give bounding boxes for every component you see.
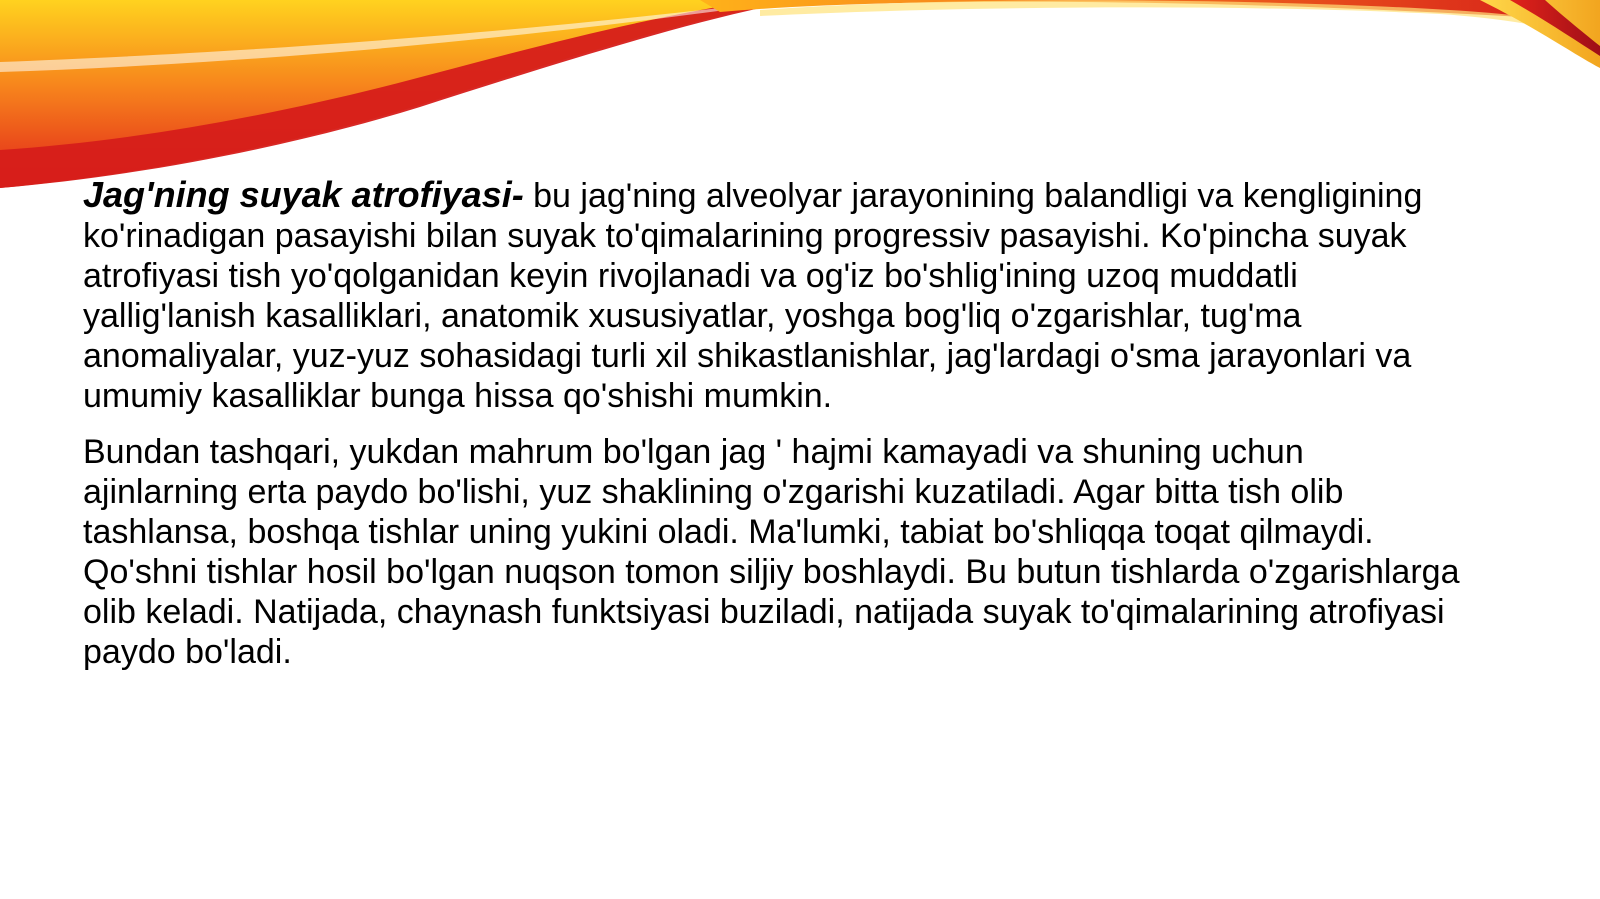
term-heading: Jag'ning suyak atrofiyasi- [83, 174, 524, 215]
decorative-swoosh [0, 0, 1600, 200]
paragraph-consequences [83, 432, 1463, 672]
definition-text: bu jag'ning alveolyar jarayonining balandligi va kengligining ko'rinadigan pasayishi bilan suyak to'qimalarining progressiv pasayishi. Ko'pincha suyak atrofiyasi tish yo'qolganidan keyin rivojlanadi va og'iz bo'shlig'ining uzoq muddatli yallig'lanish kasalliklari, anatomik xususiyatlar, yoshga bog'liq o'zgarishlar, tug'ma anomaliyalar, yuz-yuz sohasidagi turli xil shikastlanishlar, jag'lardagi o'sma jarayonlari va umumiy kasalliklar bunga hissa qo'shishi mumkin. [83, 177, 1423, 415]
slide-body [83, 175, 1463, 672]
consequences-text: Bundan tashqari, yukdan mahrum bo'lgan jag ' hajmi kamayadi va shuning uchun ajinlarning erta paydo bo'lishi, yuz shaklining o'zgarishi kuzatiladi. Agar bitta tish olib tashlansa, boshqa tishlar uning yukini oladi. Ma'lumki, tabiat bo'shliqqa toqat qilmaydi. Qo'shni tishlar hosil bo'lgan nuqson tomon siljiy boshlaydi. Bu butun tishlarda o'zgarishlarga olib keladi. Natijada, chaynash funktsiyasi buziladi, natijada suyak to'qimalarining atrofiyasi paydo bo'ladi. [83, 433, 1460, 671]
paragraph-definition [83, 175, 1463, 416]
